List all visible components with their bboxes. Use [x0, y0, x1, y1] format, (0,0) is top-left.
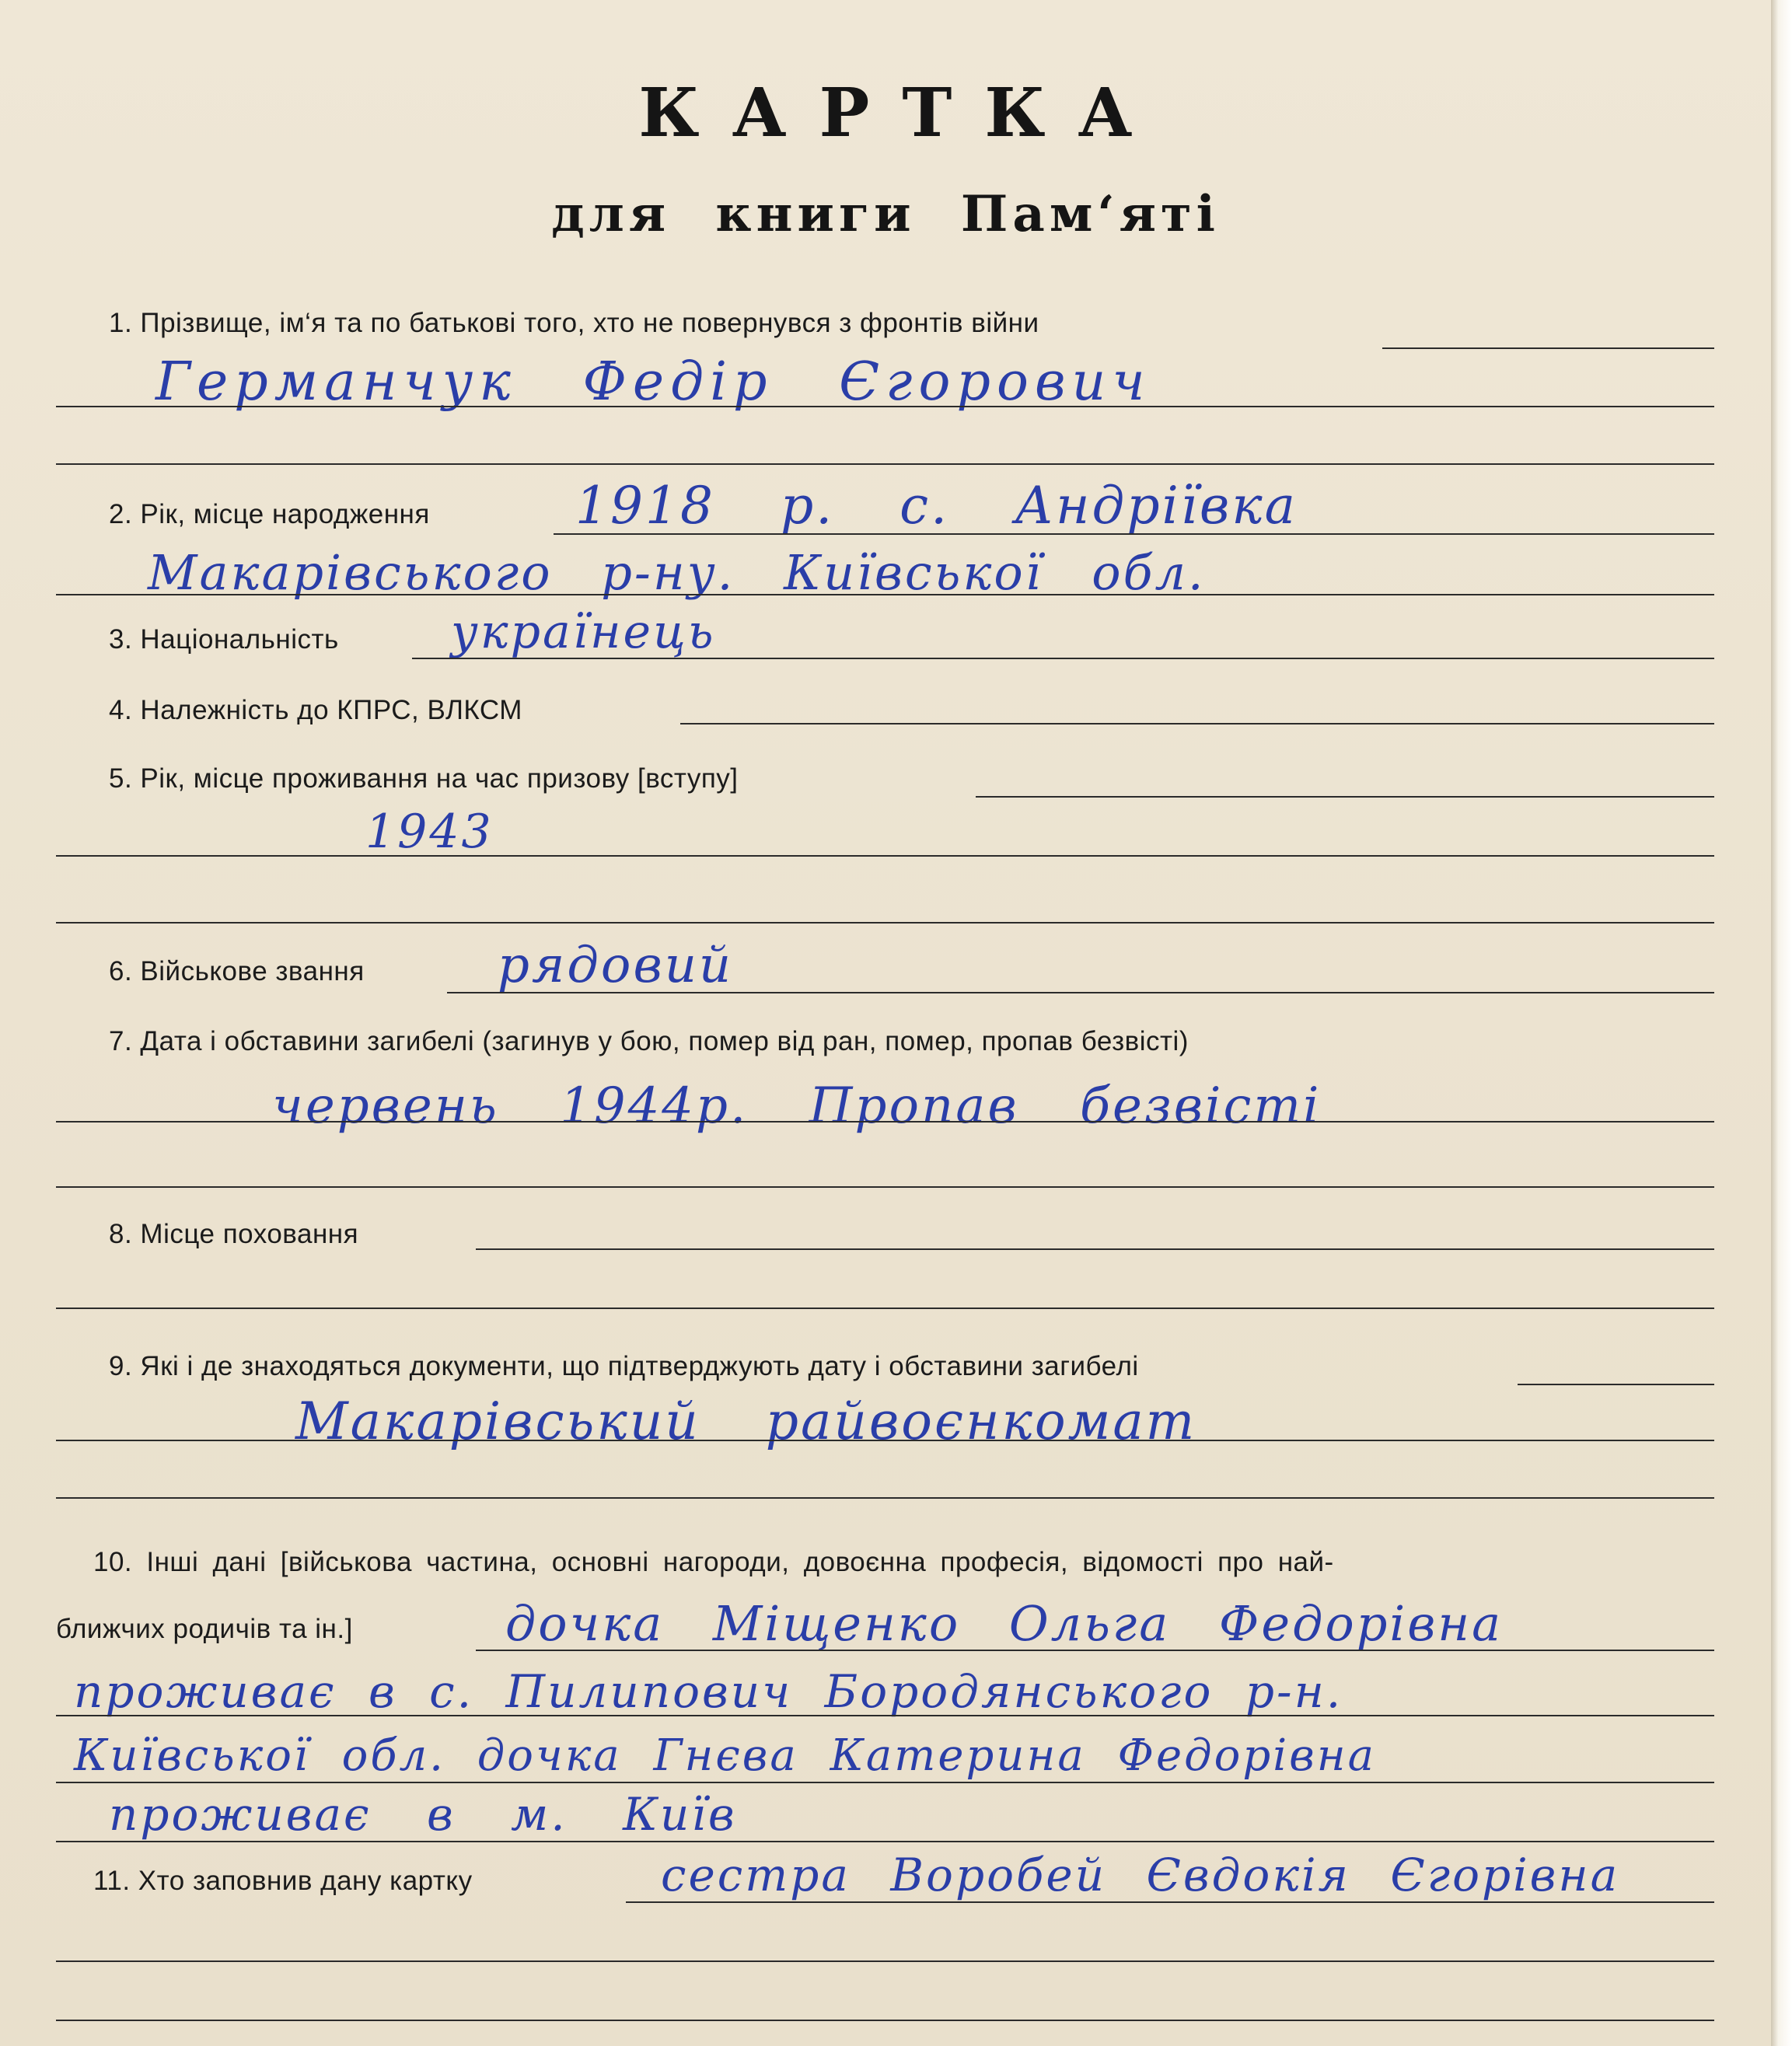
field-2-line: [554, 533, 1714, 535]
field-11-line: [56, 2020, 1714, 2021]
field-10-relative: проживає в м. Київ: [109, 1788, 737, 1841]
card-title: КАРТКА: [638, 74, 1165, 152]
field-9-documents: Макарівський райвоєнкомат: [295, 1391, 1197, 1451]
field-7-death: червень 1944р. Пропав безвісті: [272, 1077, 1322, 1135]
field-9-line: [1518, 1384, 1714, 1385]
field-2-label: 2. Рік, місце народження: [109, 499, 430, 529]
field-8-line: [56, 1308, 1714, 1309]
field-7-line: [56, 1186, 1714, 1188]
field-4-label: 4. Належність до КПРС, ВЛКСМ: [109, 695, 522, 725]
field-7-line: [56, 1121, 1714, 1123]
field-10-relative: проживає в с. Пилипович Бородянського р-н.: [74, 1665, 1343, 1718]
paper-edge: [1771, 0, 1792, 2046]
card-subtitle: для книги Пам‘яті: [551, 185, 1220, 243]
field-10-line: [56, 1841, 1714, 1842]
field-1-line: [1382, 347, 1714, 349]
field-10-relative: Київської обл. дочка Гнєва Катерина Федорівна: [74, 1730, 1376, 1781]
field-3-label: 3. Національність: [109, 624, 339, 655]
field-2-birth: 1918 р. с. Андріївка: [575, 476, 1298, 536]
field-11-line: [56, 1960, 1714, 1962]
field-1-name: Германчук Федір Єгорович: [155, 351, 1151, 413]
field-1-line: [56, 406, 1714, 407]
field-10-relative: дочка Міщенко Ольга Федорівна: [505, 1595, 1504, 1652]
field-10-line: [56, 1715, 1714, 1716]
field-9-line: [56, 1440, 1714, 1441]
field-9-label: 9. Які і де знаходяться документи, що підтверджують дату і обставини загибелі: [109, 1351, 1139, 1381]
field-9-line: [56, 1497, 1714, 1499]
field-1-label: 1. Прізвище, ім‘я та по батькові того, хто не повернувся з фронтів війни: [109, 308, 1039, 338]
field-3-nationality: українець: [451, 605, 716, 659]
field-11-filled-by: сестра Воробей Євдокія Єгорівна: [661, 1849, 1620, 1901]
field-8-line: [476, 1248, 1714, 1250]
field-1-line: [56, 463, 1714, 465]
field-6-label: 6. Військове звання: [109, 956, 365, 986]
field-10-line: [476, 1650, 1714, 1651]
field-8-label: 8. Місце поховання: [109, 1219, 359, 1249]
field-6-line: [447, 992, 1714, 993]
field-10-line: [56, 1782, 1714, 1783]
field-11-label: 11. Хто заповнив дану картку: [93, 1866, 473, 1896]
field-5-year: 1943: [365, 805, 494, 859]
field-6-rank: рядовий: [498, 937, 734, 994]
field-5-label: 5. Рік, місце проживання на час призову [вступу]: [109, 763, 739, 794]
field-10-label: 10. Інші дані [військова частина, основні нагороди, довоєнна професія, відомості про най-: [93, 1547, 1334, 1577]
field-11-line: [626, 1901, 1714, 1903]
field-4-line: [680, 723, 1714, 724]
field-3-line: [412, 658, 1714, 659]
field-5-line: [56, 922, 1714, 923]
field-2-line: [56, 594, 1714, 595]
field-10-label-cont: ближчих родичів та ін.]: [56, 1614, 353, 1644]
field-2-birth-cont: Макарівського р-ну. Київської обл.: [148, 544, 1206, 601]
field-5-line: [56, 855, 1714, 857]
field-5-line: [976, 796, 1714, 798]
field-7-label: 7. Дата і обставини загибелі (загинув у бою, помер від ран, помер, пропав безвісті): [109, 1026, 1189, 1056]
